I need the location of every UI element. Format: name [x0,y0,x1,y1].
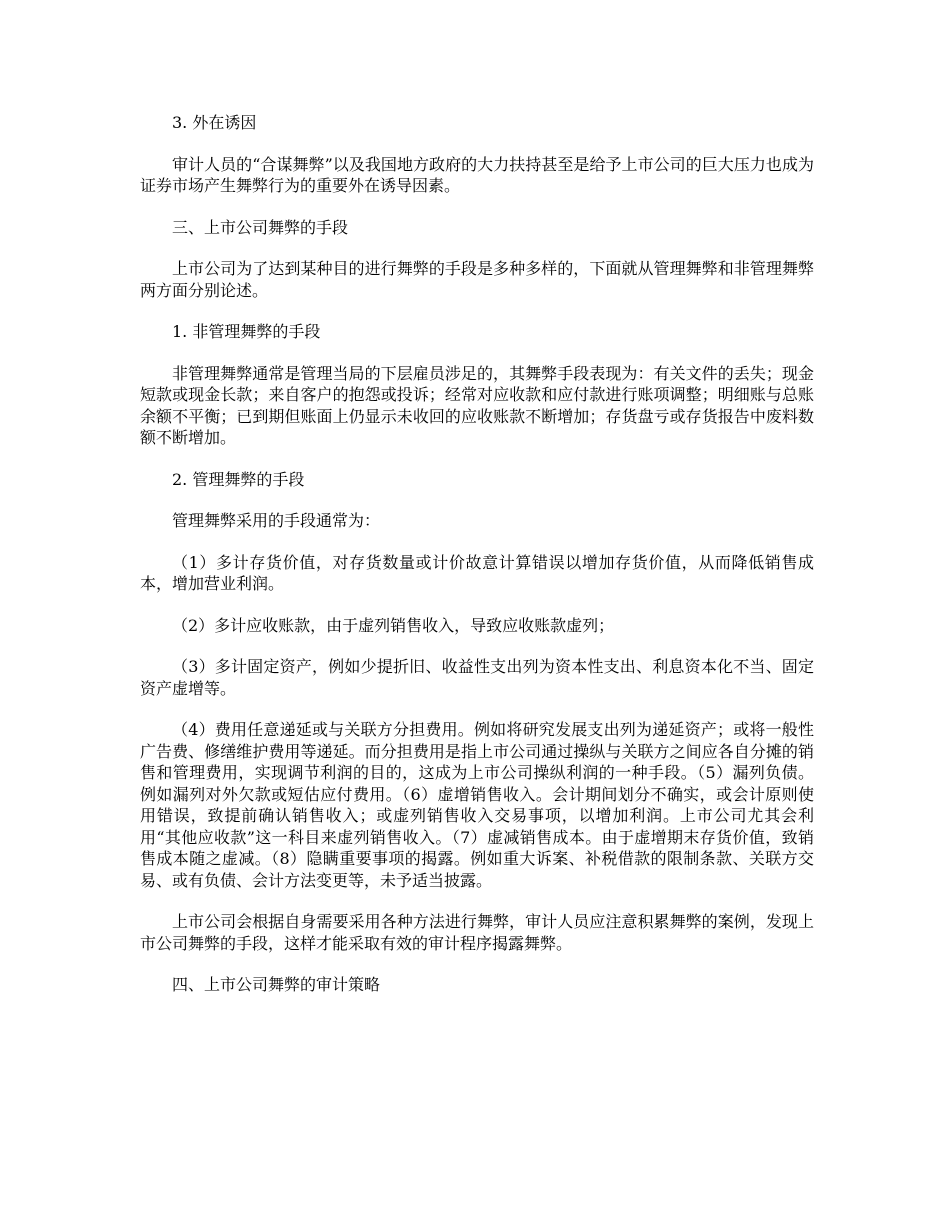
paragraph-external-inducement: 审计人员的“合谋舞弊”以及我国地方政府的大力扶持甚至是给予上市公司的巨大压力也成为证券市场产生舞弊行为的重要外在诱导因素。 [140,154,814,195]
document-page [140,112,814,1016]
paragraph-non-management-fraud: 非管理舞弊通常是管理当局的下层雇员涉足的，其舞弊手段表现为：有关文件的丢失；现金短款或现金长款；来自客户的抱怨或投诉；经常对应收款和应付款进行账项调整；明细账与总账余额不平衡；已到期但账面上仍显示未收回的应收账款不断增加；存货盘亏或存货报告中废料数额不断增加。 [140,363,814,447]
section-heading-external-inducement: 3. 外在诱因 [172,113,257,132]
list-item-fixed-assets-overstatement: （3）多计固定资产，例如少提折旧、收益性支出列为资本性支出、利息资本化不当、固定资产虚增等。 [140,657,814,698]
subheading-non-management-fraud: 1. 非管理舞弊的手段 [172,322,321,341]
paragraph-fraud-means-intro: 上市公司为了达到某种目的进行舞弊的手段是多种多样的，下面就从管理舞弊和非管理舞弊两方面分别论述。 [140,259,814,300]
section-heading-audit-strategy: 四、上市公司舞弊的审计策略 [172,975,381,994]
section-heading-fraud-means: 三、上市公司舞弊的手段 [172,217,349,237]
list-item-expense-deferral: （4）费用任意递延或与关联方分担费用。例如将研究发展支出列为递延资产；或将一般性广告费、修缮维护费用等递延。而分担费用是指上市公司通过操纵与关联方之间应各自分摊的销售和管理费用，实现调节利润的目的，这成为上市公司操纵利润的一种手段。（5）漏列负债。例如漏列对外欠款或短估应付费用。（6）虚增销售收入。会计期间划分不确实，或会计原则使用错误，致提前确认销售收入；或虚列销售收入交易事项，以增加利润。上市公司尤其会利用“其他应收款”这一科目来虚列销售收入。（7）虚减销售成本。由于虚增期末存货价值，致销售成本随之虚减。（8）隐瞒重要事项的揭露。例如重大诉案、补税借款的限制条款、关联方交易、或有负债、会计方法变更等，未予适当披露。 [140,720,814,890]
paragraph-management-fraud-intro: 管理舞弊采用的手段通常为： [172,511,381,530]
subheading-management-fraud: 2. 管理舞弊的手段 [172,469,305,489]
list-item-receivables-overstatement: （2）多计应收账款，由于虚列销售收入，导致应收账款虚列； [172,615,615,635]
paragraph-fraud-means-conclusion: 上市公司会根据自身需要采用各种方法进行舞弊，审计人员应注意积累舞弊的案例，发现上市公司舞弊的手段，这样才能采取有效的审计程序揭露舞弊。 [140,912,814,953]
list-item-inventory-overstatement: （1）多计存货价值，对存货数量或计价故意计算错误以增加存货价值，从而降低销售成本，增加营业利润。 [140,552,814,593]
